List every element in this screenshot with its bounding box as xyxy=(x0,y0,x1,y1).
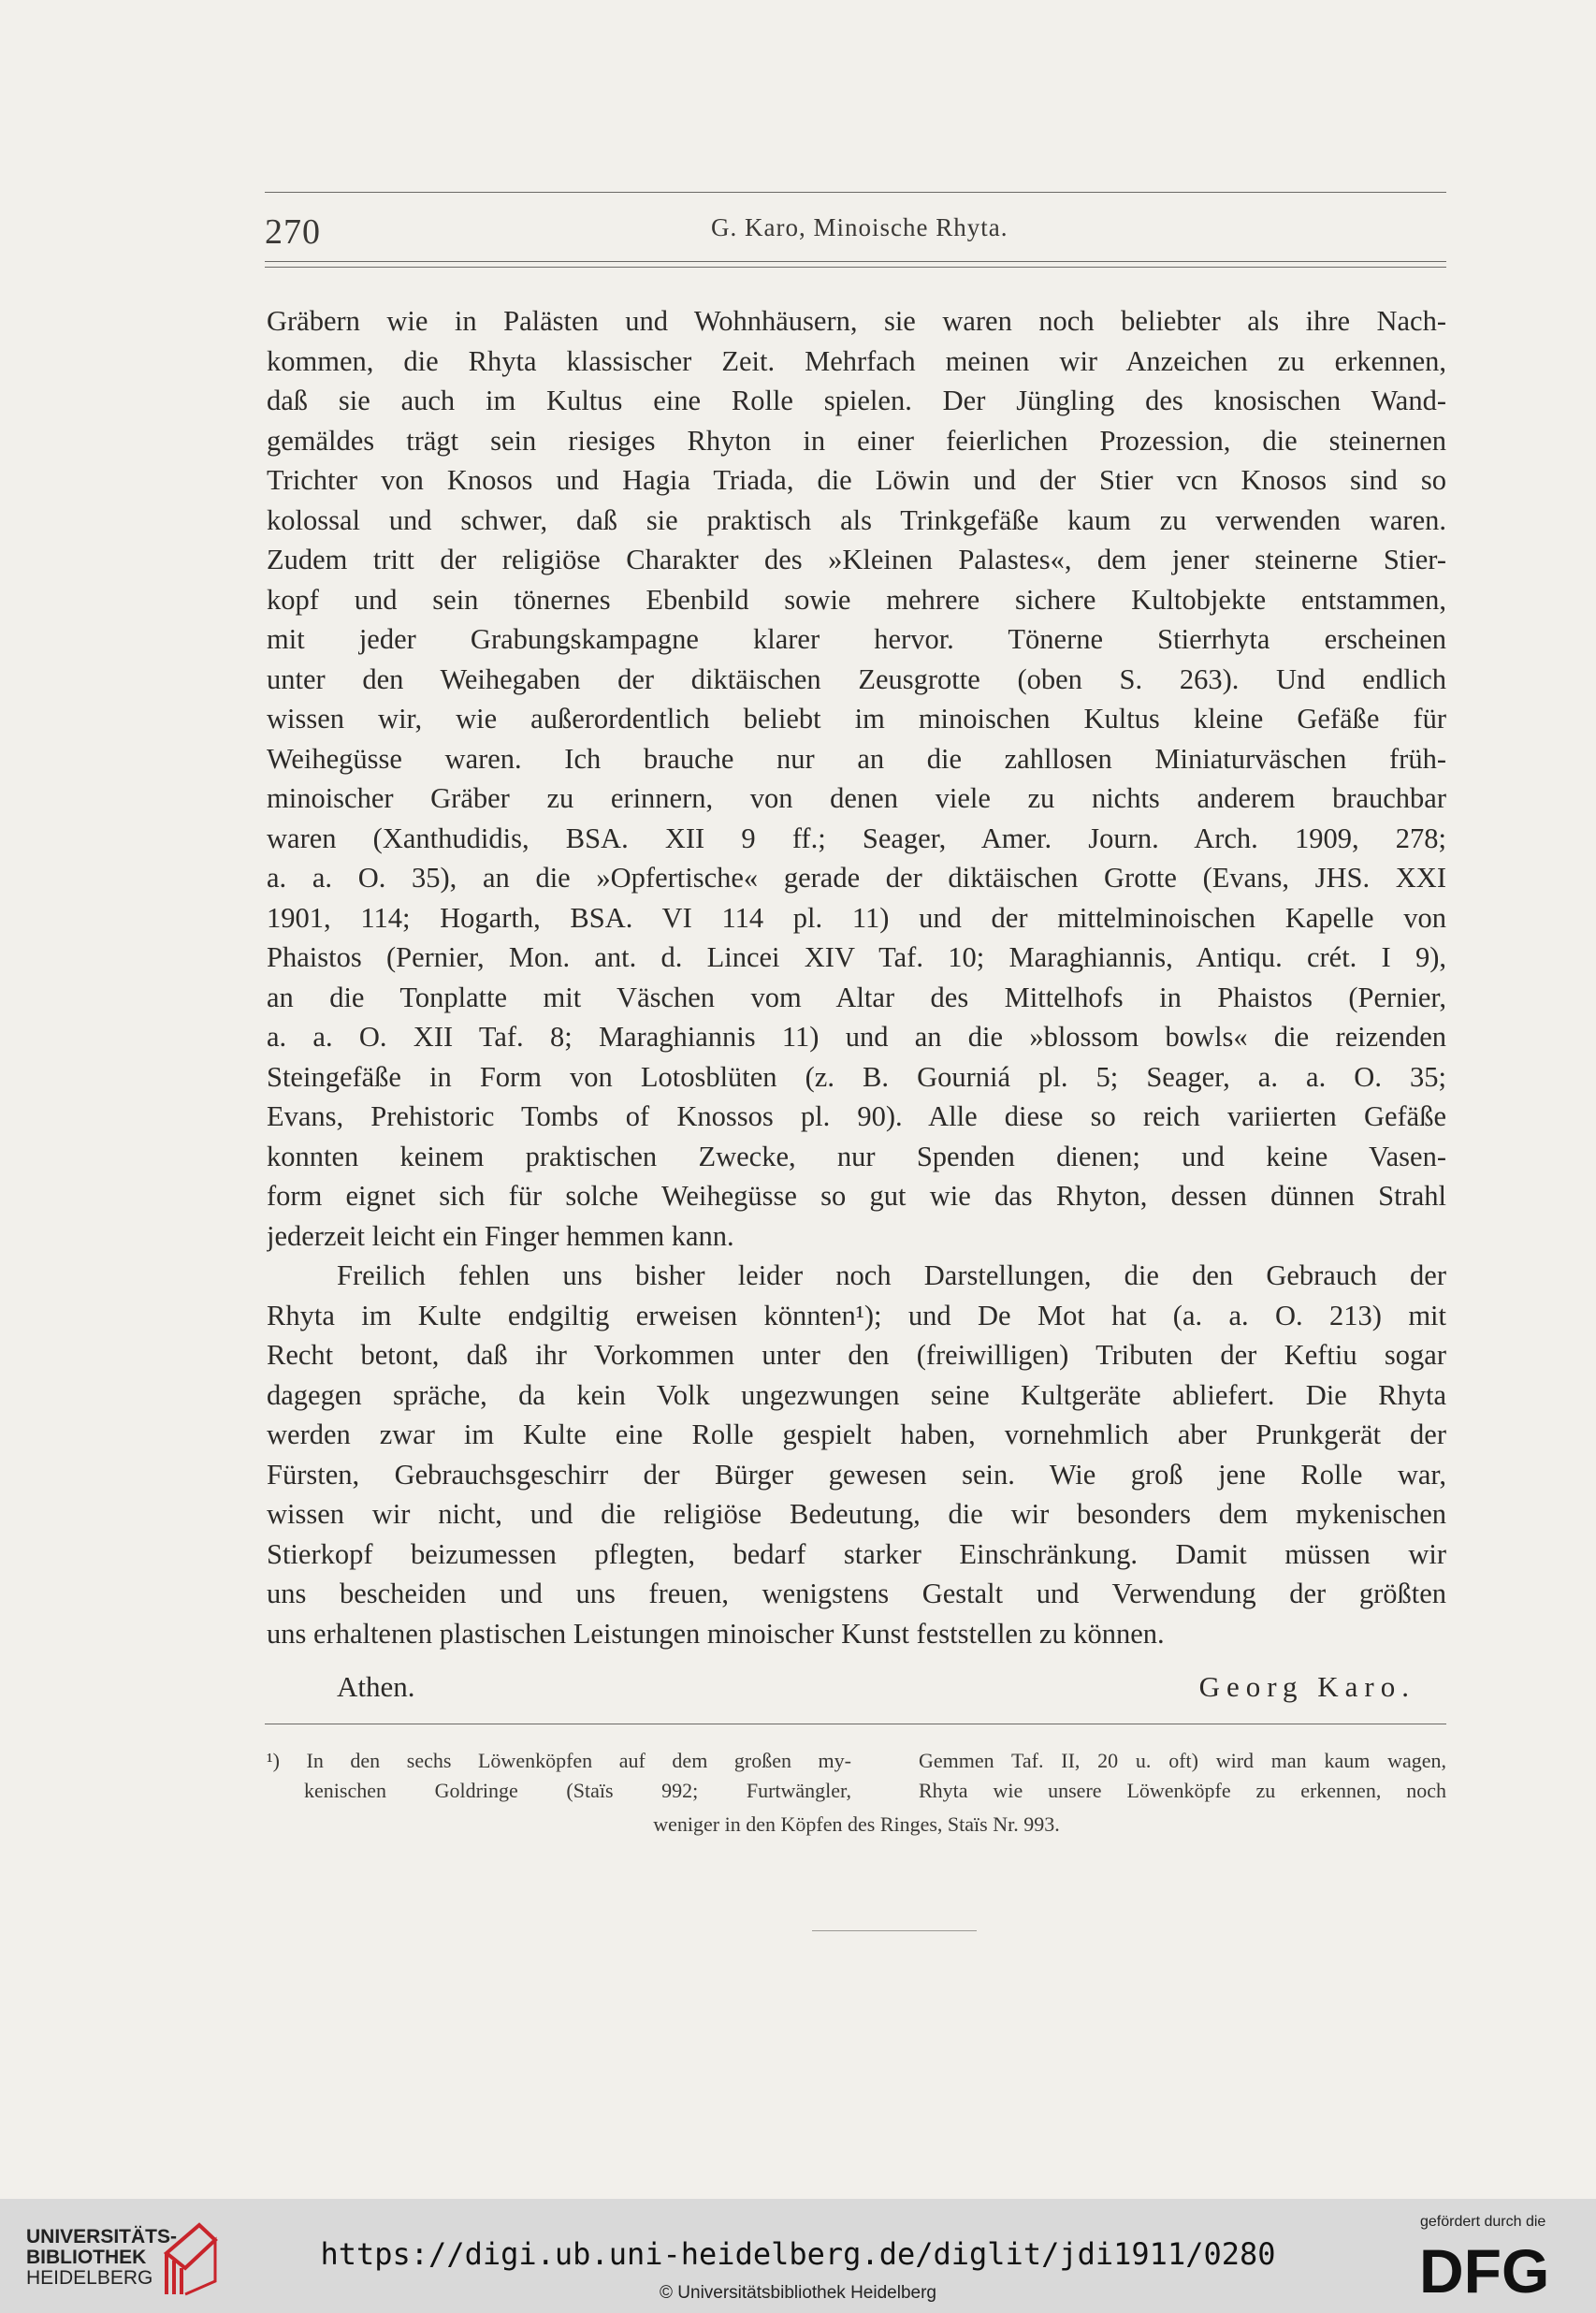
body-line: Gräbern wie in Palästen und Wohnhäusern, sie waren noch beliebter als ihre Nach- xyxy=(267,305,1446,337)
header-double-rule-upper xyxy=(265,261,1446,262)
dfg-logo-text: DFG xyxy=(1419,2240,1550,2298)
body-line: a. a. O. XII Taf. 8; Maraghiannis 11) und an die »blossom bowls« die reizenden xyxy=(267,1021,1446,1053)
logo-line: BIBLIOTHEK xyxy=(26,2247,147,2268)
body-line: Evans, Prehistoric Tombs of Knossos pl. 90). Alle diese so reich variierten Gefäße xyxy=(267,1100,1446,1132)
body-line: form eignet sich für solche Weihegüsse so gut wie das Rhyton, dessen dünnen Strahl xyxy=(267,1180,1446,1212)
top-rule xyxy=(265,192,1446,193)
footnote-right-column xyxy=(919,1746,1446,1806)
body-line: Freilich fehlen uns bisher leider noch Darstellungen, die den Gebrauch der xyxy=(337,1259,1446,1291)
footnote-final-line: weniger in den Köpfen des Ringes, Staïs Nr. 993. xyxy=(653,1812,1060,1836)
dfg-logo-icon[interactable] xyxy=(1417,2240,1576,2298)
logo-line: UNIVERSITÄTS- xyxy=(26,2226,178,2248)
sponsor-label: gefördert durch die xyxy=(1420,2214,1546,2230)
body-line: mit jeder Grabungskampagne klarer hervor. Tönerne Stierrhyta erscheinen xyxy=(267,623,1446,655)
body-line: jederzeit leicht ein Finger hemmen kann. xyxy=(267,1219,734,1252)
body-line: Phaistos (Pernier, Mon. ant. d. Lincei XIV Taf. 10; Maraghiannis, Antiqu. crét. I 9), xyxy=(267,941,1446,973)
body-line: waren (Xanthudidis, BSA. XII 9 ff.; Seager, Amer. Journ. Arch. 1909, 278; xyxy=(267,822,1446,854)
body-line: Steingefäße in Form von Lotosblüten (z. B. Gourniá pl. 5; Seager, a. a. O. 35; xyxy=(267,1060,1446,1093)
body-line: wissen wir nicht, und die religiöse Bedeutung, die wir besonders dem mykenischen xyxy=(267,1498,1446,1530)
viewer-footer-bar xyxy=(0,2199,1596,2313)
body-line: kopf und sein tönernes Ebenbild sowie mehrere sichere Kultobjekte entstammen, xyxy=(267,583,1446,616)
body-line: werden zwar im Kulte eine Rolle gespielt haben, vornehmlich aber Prunkgerät der xyxy=(267,1418,1446,1450)
body-line: unter den Weihegaben der diktäischen Zeusgrotte (oben S. 263). Und endlich xyxy=(267,662,1446,695)
running-title: G. Karo, Minoische Rhyta. xyxy=(711,213,1008,241)
body-line: Stierkopf beizumessen pflegten, bedarf starker Einschränkung. Damit müssen wir xyxy=(267,1537,1446,1570)
page-number: 270 xyxy=(265,212,321,252)
body-line: uns bescheiden und uns freuen, wenigstens Gestalt und Verwendung der größten xyxy=(267,1578,1446,1609)
footnote-left-column xyxy=(267,1746,851,1806)
body-line: konnten keinem praktischen Zwecke, nur Spenden dienen; und keine Vasen- xyxy=(267,1140,1446,1172)
body-line: daß sie auch im Kultus eine Rolle spielen. Der Jüngling des knosischen Wand- xyxy=(267,385,1446,416)
body-line: minoischer Gräber zu erinnern, von denen viele zu nichts anderem brauchbar xyxy=(267,782,1446,814)
body-line: kolossal und schwer, daß sie praktisch als Trinkgefäße kaum zu verwenden waren. xyxy=(267,503,1446,536)
body-line: Recht betont, daß ihr Vorkommen unter den (freiwilligen) Tributen der Keftiu sogar xyxy=(267,1339,1446,1371)
body-line: kommen, die Rhyta klassischer Zeit. Mehrfach meinen wir Anzeichen zu erkennen, xyxy=(267,344,1446,377)
body-line: Trichter von Knosos und Hagia Triada, die Löwin und der Stier vcn Knosos sind so xyxy=(267,464,1446,496)
copyright-notice: © Universitätsbibliothek Heidelberg xyxy=(660,2283,936,2303)
body-line: a. a. O. 35), an die »Opfertische« gerade der diktäischen Grotte (Evans, JHS. XXI xyxy=(267,862,1446,894)
body-line: Rhyta im Kulte endgiltig erweisen könnten¹); und De Mot hat (a. a. O. 213) mit xyxy=(267,1299,1446,1331)
logo-line: HEIDELBERG xyxy=(26,2267,153,2289)
footnote-line: Gemmen Taf. II, 20 u. oft) wird man kaum wagen, xyxy=(919,1749,1446,1772)
footnote-line: kenischen Goldringe (Staïs 992; Furtwängler, xyxy=(304,1779,851,1802)
footnote-line: ¹) In den sechs Löwenköpfen auf dem großen my- xyxy=(267,1749,851,1772)
body-line: Weihegüsse waren. Ich brauche nur an die zahllosen Miniaturväschen früh- xyxy=(267,742,1446,775)
body-line: 1901, 114; Hogarth, BSA. VI 114 pl. 11) und der mittelminoischen Kapelle von xyxy=(267,901,1446,934)
author-signature: Georg Karo. xyxy=(1198,1670,1415,1703)
body-line: wissen wir, wie außerordentlich beliebt im minoischen Kultus kleine Gefäße für xyxy=(267,703,1446,735)
body-text xyxy=(267,301,1446,1653)
body-line: uns erhaltenen plastischen Leistungen minoischer Kunst feststellen zu können. xyxy=(267,1617,1165,1650)
body-line: an die Tonplatte mit Väschen vom Altar des Mittelhofs in Phaistos (Pernier, xyxy=(267,981,1446,1013)
body-line: gemäldes trägt sein riesiges Rhyton in einer feierlichen Prozession, die steinernen xyxy=(267,424,1446,457)
footnote-line: Rhyta wie unsere Löwenköpfe zu erkennen, noch xyxy=(919,1779,1446,1802)
permalink-url[interactable]: https://digi.ub.uni-heidelberg.de/diglit/jdi1911/0280 xyxy=(320,2236,1276,2272)
end-rule xyxy=(812,1930,977,1931)
body-line: dagegen spräche, da kein Volk ungezwungen seine Kultgeräte abliefert. Die Rhyta xyxy=(267,1378,1446,1411)
header-double-rule-lower xyxy=(265,267,1446,268)
closing-place: Athen. xyxy=(337,1670,415,1703)
body-line: Fürsten, Gebrauchsgeschirr der Bürger gewesen sein. Wie groß jene Rolle war, xyxy=(267,1458,1446,1491)
body-line: Zudem tritt der religiöse Charakter des »Kleinen Palastes«, dem jener steinerne Stier- xyxy=(267,544,1446,575)
